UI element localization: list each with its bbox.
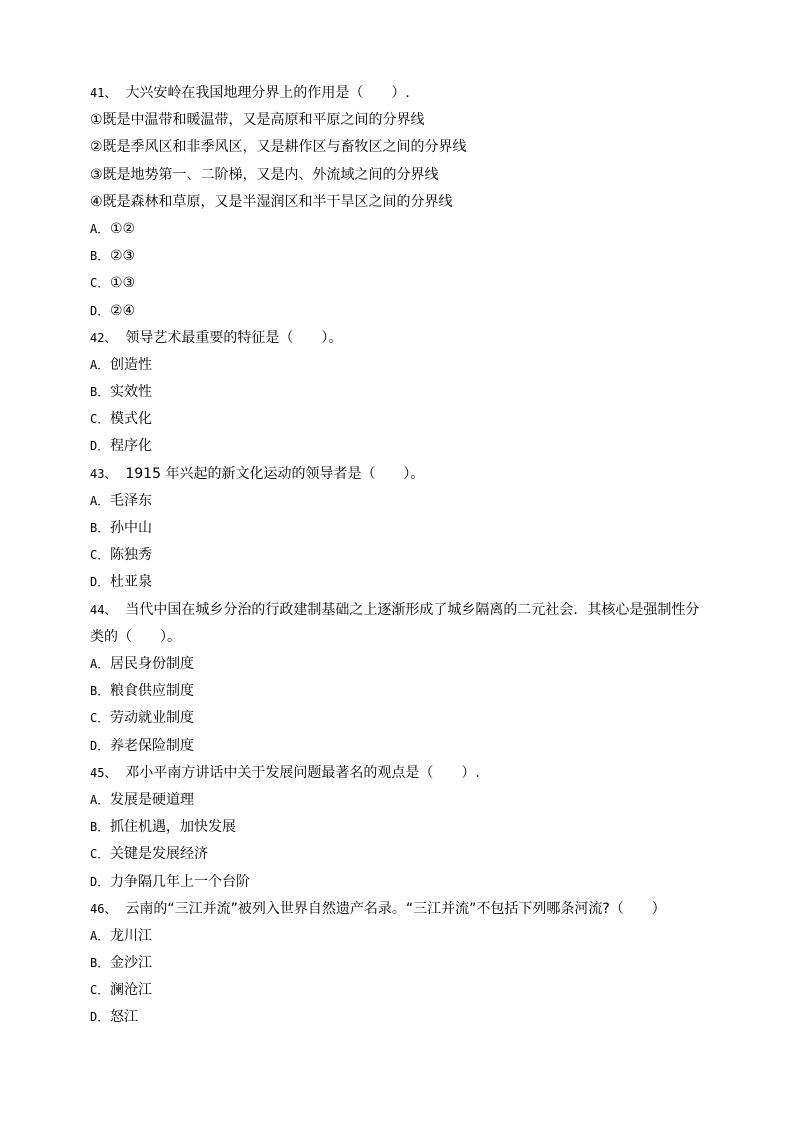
answer-option: [90, 950, 710, 977]
option-text: ①②: [110, 220, 136, 237]
question-number: 41、: [90, 86, 117, 100]
answer-option: [90, 733, 710, 760]
question-text: 云南的“三江并流”被列入世界自然遗产名录。“三江并流”不包括下列哪条河流?（ ）: [125, 900, 666, 917]
option-text: 澜沧江: [110, 982, 152, 999]
question-statement: ④既是森林和草原，又是半湿润区和半干旱区之间的分界线: [90, 193, 453, 210]
question-number: 44、: [90, 602, 117, 617]
answer-option: [90, 705, 710, 732]
option-letter: C．: [90, 412, 110, 427]
option-text: 杜亚泉: [110, 574, 152, 591]
option-text: 孙中山: [110, 520, 152, 537]
option-letter: C．: [90, 276, 110, 291]
option-text: 居民身份制度: [110, 656, 194, 673]
answer-option: [90, 243, 710, 270]
question-statement: ①既是中温带和暖温带，又是高原和平原之间的分界线: [90, 112, 425, 129]
option-letter: B．: [90, 249, 110, 264]
option-letter: D．: [90, 575, 110, 590]
answer-option: [90, 1004, 710, 1031]
question-number: 45、: [90, 765, 117, 780]
option-letter: B．: [90, 820, 110, 835]
question-stem: [90, 760, 710, 787]
answer-option: [90, 977, 710, 1004]
option-text: 抓住机遇，加快发展: [110, 819, 236, 836]
option-text: 劳动就业制度: [110, 710, 194, 727]
question-number: 42、: [90, 330, 117, 345]
option-text: 模式化: [110, 411, 152, 428]
answer-option: [90, 270, 710, 297]
answer-option: [90, 352, 710, 379]
option-letter: B．: [90, 684, 110, 699]
answer-option: [90, 814, 710, 841]
question-text: 邓小平南方讲话中关于发展问题最著名的观点是（ ）.: [125, 764, 480, 781]
option-letter: D．: [90, 874, 110, 889]
answer-option: [90, 841, 710, 868]
question-statement: ②既是季风区和非季风区，又是耕作区与畜牧区之间的分界线: [90, 139, 467, 156]
option-letter: A．: [90, 493, 110, 508]
question-stem: [90, 80, 710, 107]
option-text: 粮食供应制度: [110, 683, 194, 700]
question-text: 领导艺术最重要的特征是（ ）。: [125, 329, 343, 346]
question-stem: [90, 461, 710, 488]
answer-option: [90, 406, 710, 433]
option-letter: B．: [90, 956, 110, 971]
answer-option: [90, 869, 710, 896]
option-text: 养老保险制度: [110, 737, 194, 754]
answer-option: [90, 678, 710, 705]
option-letter: A．: [90, 357, 110, 372]
option-text: ②④: [110, 302, 136, 319]
question-text: 1915 年兴起的新文化运动的领导者是（ ）。: [125, 465, 425, 482]
option-text: 关键是发展经济: [110, 846, 208, 863]
option-letter: C．: [90, 711, 110, 726]
answer-option: [90, 651, 710, 678]
option-letter: D．: [90, 738, 110, 753]
answer-option: [90, 488, 710, 515]
answer-option: [90, 569, 710, 596]
question-stem: [90, 597, 710, 651]
option-letter: A．: [90, 221, 110, 236]
question-number: 43、: [90, 466, 117, 481]
option-letter: C．: [90, 847, 110, 862]
option-letter: D．: [90, 439, 110, 454]
question-page: [90, 80, 710, 1032]
answer-option: [90, 515, 710, 542]
answer-option: [90, 379, 710, 406]
question-stem: [90, 325, 710, 352]
question-text: 当代中国在城乡分治的行政建制基础之上逐渐形成了城乡隔离的二元社会．其核心是强制性分类的（ ）。: [90, 601, 700, 645]
answer-option: [90, 216, 710, 243]
answer-option: [90, 542, 710, 569]
option-text: ②③: [110, 248, 136, 265]
option-letter: B．: [90, 521, 110, 536]
option-text: ①③: [110, 275, 136, 292]
option-letter: A．: [90, 928, 110, 943]
answer-option: [90, 923, 710, 950]
option-letter: A．: [90, 657, 110, 672]
option-text: 力争隔几年上一个台阶: [110, 873, 250, 890]
question-statement: ③既是地势第一、二阶梯，又是内、外流域之间的分界线: [90, 166, 439, 183]
option-letter: B．: [90, 385, 110, 400]
option-text: 毛泽东: [110, 492, 152, 509]
option-text: 陈独秀: [110, 547, 152, 564]
answer-option: [90, 433, 710, 460]
question-text: 大兴安岭在我国地理分界上的作用是（ ）.: [125, 85, 410, 101]
option-text: 创造性: [110, 356, 152, 373]
option-text: 程序化: [110, 438, 152, 455]
answer-option: [90, 298, 710, 325]
answer-option: [90, 787, 710, 814]
option-letter: D．: [90, 1010, 110, 1025]
option-letter: A．: [90, 792, 110, 807]
option-text: 金沙江: [110, 955, 152, 972]
option-letter: C．: [90, 983, 110, 998]
option-letter: D．: [90, 303, 110, 318]
option-letter: C．: [90, 548, 110, 563]
option-text: 实效性: [110, 384, 152, 401]
question-number: 46、: [90, 901, 117, 916]
option-text: 怒江: [110, 1009, 138, 1026]
option-text: 发展是硬道理: [110, 791, 194, 808]
question-stem: [90, 896, 710, 923]
option-text: 龙川江: [110, 927, 152, 944]
